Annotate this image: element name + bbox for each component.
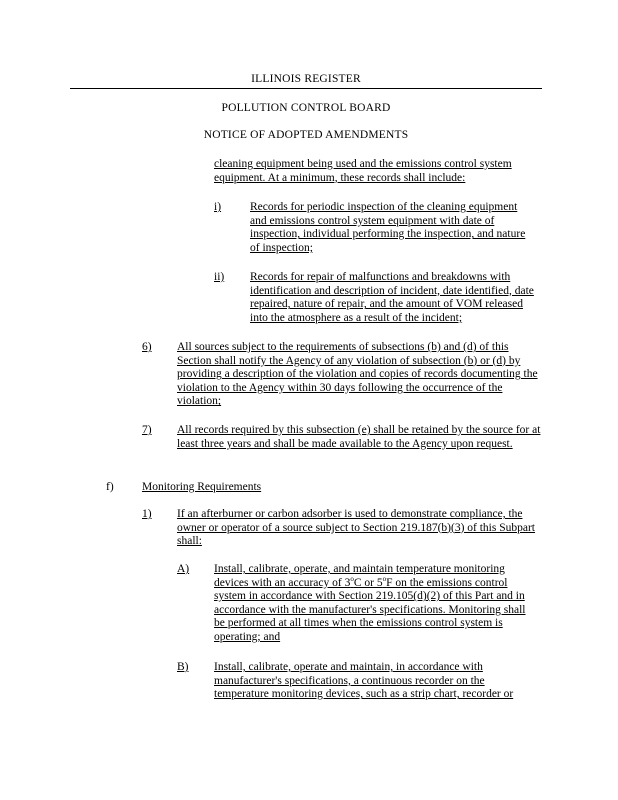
item-A-text-post: F on the emissions control system in accordance with Section 219.105(d)(2) of this Part and in accordance with the manufacturer's specifications. Monitoring shall be performed at all times when the emissions control system is operating; and: [214, 576, 526, 643]
item-f-heading: Monitoring Requirements: [142, 481, 262, 493]
degree-sup-2: o: [382, 574, 387, 583]
notice-title: NOTICE OF ADOPTED AMENDMENTS: [203, 129, 409, 141]
continuation-paragraph: cleaning equipment being used and the emissions control system equipment. At a minimum, these records shall include:: [214, 158, 512, 184]
item-1-label: 1): [142, 508, 152, 520]
register-title: ILLINOIS REGISTER: [251, 73, 361, 85]
item-A-text-pre: Install, calibrate, operate, and maintain temperature monitoring devices with an accuracy of 3: [214, 563, 505, 589]
item-ii-label: ii): [214, 271, 225, 283]
board-title: POLLUTION CONTROL BOARD: [221, 102, 391, 114]
item-i-label: i): [214, 201, 222, 213]
item-i-text: Records for periodic inspection of the cleaning equipment and emissions control system equipment with date of inspection, individual performing the inspection, and nature of inspection;: [250, 201, 526, 254]
item-1-text: If an afterburner or carbon adsorber is used to demonstrate compliance, the owner or operator of a source subject to Section 219.187(b)(3) of this Subpart shall:: [177, 508, 536, 548]
item-A-text-mid: C or 5: [353, 576, 383, 589]
item-6-text: All sources subject to the requirements of subsections (b) and (d) of this Section shall notify the Agency of any violation of subsection (b) or (d) by providing a description of the violation and copies of records documenting the violation to the Agency within 30 days following the occurrence of the violation;: [177, 341, 538, 408]
item-7-label: 7): [142, 424, 152, 436]
item-B-label: B): [177, 661, 189, 673]
item-7-text: All records required by this subsection (e) shall be retained by the source for at least three years and shall be made available to the Agency upon request.: [177, 424, 541, 450]
item-f-label: f): [106, 481, 114, 493]
item-A-text: [214, 563, 536, 645]
item-A-label: A): [177, 563, 190, 575]
item-B-text: Install, calibrate, operate and maintain, in accordance with manufacturer's specifications, a continuous recorder on the temperature monitoring devices, such as a strip chart, recorder or: [214, 661, 514, 701]
item-ii-text: Records for repair of malfunctions and breakdowns with identification and description of incident, date identified, date repaired, nature of repair, and the amount of VOM released into the atmosphere as a result of the incident;: [250, 271, 534, 324]
header-rule: [70, 88, 542, 89]
item-6-label: 6): [142, 341, 152, 353]
degree-sup-1: o: [350, 574, 354, 583]
